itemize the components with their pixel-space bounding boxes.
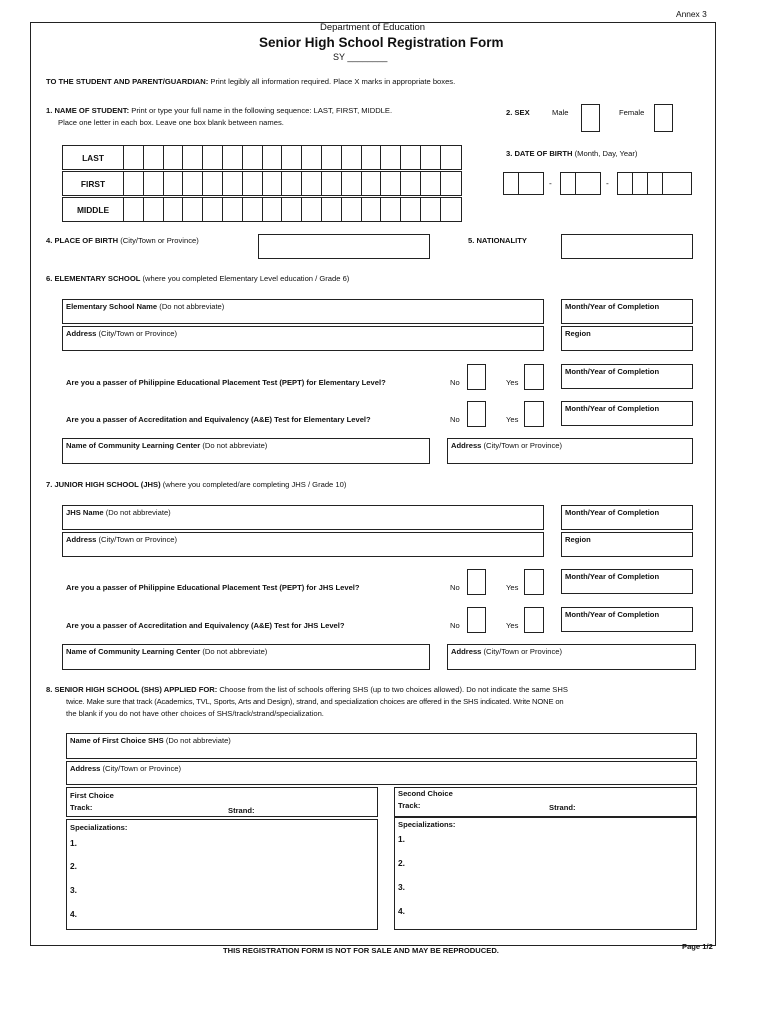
letter-box[interactable]	[322, 198, 342, 221]
letter-box[interactable]	[124, 172, 144, 195]
birth-day-boxes[interactable]	[560, 172, 601, 195]
letter-box[interactable]	[263, 198, 283, 221]
s8-header	[46, 685, 568, 694]
shs-address-label: Address	[70, 764, 101, 773]
form-title: Senior High School Registration Form	[259, 35, 504, 50]
elementary-ae-no-label: No	[450, 415, 460, 424]
letter-box[interactable]	[421, 172, 441, 195]
date-separator-1: -	[549, 178, 552, 188]
jhs-completion-input[interactable]	[561, 505, 693, 530]
s1-text1: Print or type your full name in the following sequence: LAST, FIRST, MIDDLE.	[131, 106, 393, 115]
letter-box[interactable]	[401, 172, 421, 195]
s6-header	[46, 274, 349, 283]
jhs-address-hint: (City/Town or Province)	[98, 535, 178, 544]
letter-box[interactable]	[282, 146, 302, 169]
letter-box[interactable]	[441, 146, 461, 169]
letter-box[interactable]	[342, 172, 362, 195]
elementary-clc-name-input[interactable]	[62, 438, 430, 464]
elementary-school-name-hint: (Do not abbreviate)	[159, 302, 225, 311]
second-spec-item-4: 4.	[398, 906, 405, 916]
jhs-region-label: Region	[565, 535, 591, 544]
jhs-name-hint: (Do not abbreviate)	[105, 508, 171, 517]
annex-label: Annex 3	[676, 9, 707, 19]
letter-box[interactable]	[223, 198, 243, 221]
letter-box[interactable]	[144, 146, 164, 169]
instructions-lead: TO THE STUDENT AND PARENT/GUARDIAN:	[46, 77, 209, 86]
letter-box[interactable]	[322, 172, 342, 195]
letter-box[interactable]	[441, 198, 461, 221]
letter-box[interactable]	[223, 146, 243, 169]
letter-box[interactable]	[421, 146, 441, 169]
letter-box[interactable]	[381, 198, 401, 221]
jhs-pept-question: Are you a passer of Philippine Educational Placement Test (PEPT) for JHS Level?	[66, 583, 360, 592]
digit-box[interactable]	[633, 173, 648, 194]
female-checkbox[interactable]	[654, 104, 673, 132]
s8-heading: 8. SENIOR HIGH SCHOOL (SHS) APPLIED FOR:	[46, 685, 218, 694]
jhs-pept-completion-input[interactable]	[561, 569, 693, 594]
male-checkbox[interactable]	[581, 104, 600, 132]
elementary-pept-yes-checkbox[interactable]	[524, 364, 544, 390]
letter-box[interactable]	[401, 198, 421, 221]
male-label: Male	[552, 108, 569, 117]
letter-box[interactable]	[263, 146, 283, 169]
elementary-address-label: Address	[66, 329, 97, 338]
second-choice-track-label: Track:	[398, 801, 421, 810]
first-spec-item-3: 3.	[70, 885, 77, 895]
nationality-input[interactable]	[561, 234, 693, 259]
jhs-pept-no-checkbox[interactable]	[467, 569, 486, 595]
jhs-clc-name-hint: (Do not abbreviate)	[202, 647, 268, 656]
elementary-completion-input[interactable]	[561, 299, 693, 324]
jhs-clc-address-label: Address	[451, 647, 482, 656]
elementary-ae-completion-label: Month/Year of Completion	[565, 404, 660, 413]
letter-box[interactable]	[243, 198, 263, 221]
second-spec-item-2: 2.	[398, 858, 405, 868]
elementary-pept-completion-input[interactable]	[561, 364, 693, 389]
jhs-ae-completion-input[interactable]	[561, 607, 693, 632]
elementary-pept-yes-label: Yes	[506, 378, 519, 387]
jhs-ae-completion-label: Month/Year of Completion	[565, 610, 660, 619]
elementary-address-hint: (City/Town or Province)	[98, 329, 178, 338]
second-choice-strand-label: Strand:	[549, 803, 576, 812]
birth-year-boxes[interactable]	[617, 172, 692, 195]
letter-box[interactable]	[124, 146, 144, 169]
birth-month-boxes[interactable]	[503, 172, 544, 195]
digit-box[interactable]	[618, 173, 633, 194]
jhs-ae-yes-label: Yes	[506, 621, 519, 630]
letter-box[interactable]	[183, 146, 203, 169]
letter-box[interactable]	[322, 146, 342, 169]
last-name-label: LAST	[63, 146, 124, 169]
department-name: Department of Education	[320, 22, 426, 33]
s1-text2: Place one letter in each box. Leave one box blank between names.	[58, 118, 284, 127]
jhs-pept-completion-label: Month/Year of Completion	[565, 572, 660, 581]
date-separator-2: -	[606, 178, 609, 188]
first-choice-shs-name-input[interactable]	[66, 733, 697, 759]
letter-box[interactable]	[282, 172, 302, 195]
last-name-cells[interactable]	[124, 146, 461, 169]
second-choice-label: Second Choice	[398, 789, 453, 798]
letter-box[interactable]	[223, 172, 243, 195]
jhs-region-input[interactable]	[561, 532, 693, 557]
jhs-ae-question: Are you a passer of Accreditation and Equivalency (A&E) Test for JHS Level?	[66, 621, 345, 630]
jhs-address-input[interactable]	[62, 532, 544, 557]
elementary-address-input[interactable]	[62, 326, 544, 351]
elementary-school-name-label: Elementary School Name	[66, 302, 158, 311]
second-choice-specializations-label: Specializations:	[398, 820, 456, 829]
letter-box[interactable]	[421, 198, 441, 221]
place-of-birth-input[interactable]	[258, 234, 430, 259]
s3-heading: 3. DATE OF BIRTH	[506, 149, 573, 158]
elementary-pept-completion-label: Month/Year of Completion	[565, 367, 660, 376]
elementary-completion-label: Month/Year of Completion	[565, 302, 660, 311]
footer-note: THIS REGISTRATION FORM IS NOT FOR SALE AND MAY BE REPRODUCED.	[223, 946, 499, 955]
jhs-pept-no-label: No	[450, 583, 460, 592]
s3-hint: (Month, Day, Year)	[574, 149, 638, 158]
elementary-ae-yes-label: Yes	[506, 415, 519, 424]
s1-heading: 1. NAME OF STUDENT:	[46, 106, 130, 115]
s4-hint: (City/Town or Province)	[120, 236, 199, 245]
first-choice-shs-name-hint: (Do not abbreviate)	[165, 736, 231, 745]
jhs-name-input[interactable]	[62, 505, 544, 530]
jhs-ae-yes-checkbox[interactable]	[524, 607, 544, 633]
first-choice-strand-label: Strand:	[228, 806, 255, 815]
jhs-clc-name-label: Name of Community Learning Center	[66, 647, 201, 656]
first-spec-item-4: 4.	[70, 909, 77, 919]
s4-header	[46, 236, 199, 245]
jhs-name-label: JHS Name	[66, 508, 104, 517]
letter-box[interactable]	[164, 146, 184, 169]
letter-box[interactable]	[203, 146, 223, 169]
letter-box[interactable]	[183, 198, 203, 221]
s8-line2: twice. Make sure that track (Academics, TVL, Sports, Arts and Design), strand, and specialization choices are offered in the SHS indicated. Write NONE on	[66, 697, 564, 706]
letter-box[interactable]	[164, 172, 184, 195]
letter-box[interactable]	[144, 172, 164, 195]
first-name-label: FIRST	[63, 172, 124, 195]
letter-box[interactable]	[302, 146, 322, 169]
letter-box[interactable]	[282, 198, 302, 221]
female-label: Female	[619, 108, 645, 117]
middle-name-cells[interactable]	[124, 198, 461, 221]
jhs-pept-yes-checkbox[interactable]	[524, 569, 544, 595]
digit-box[interactable]	[663, 173, 678, 194]
elementary-ae-no-checkbox[interactable]	[467, 401, 486, 427]
letter-box[interactable]	[263, 172, 283, 195]
elementary-clc-address-hint: (City/Town or Province)	[483, 441, 563, 450]
letter-box[interactable]	[302, 198, 322, 221]
first-choice-track-label: Track:	[70, 803, 93, 812]
s8-line1: Choose from the list of schools offering SHS (up to two choices allowed). Do not indicate the same SHS	[219, 685, 568, 694]
elementary-clc-name-hint: (Do not abbreviate)	[202, 441, 268, 450]
digit-box[interactable]	[576, 173, 591, 194]
digit-box[interactable]	[504, 173, 519, 194]
letter-box[interactable]	[144, 198, 164, 221]
s7-heading: 7. JUNIOR HIGH SCHOOL (JHS)	[46, 480, 161, 489]
second-spec-item-1: 1.	[398, 834, 405, 844]
letter-box[interactable]	[183, 172, 203, 195]
first-spec-item-1: 1.	[70, 838, 77, 848]
letter-box[interactable]	[381, 146, 401, 169]
letter-box[interactable]	[243, 146, 263, 169]
first-choice-specializations-label: Specializations:	[70, 823, 128, 832]
elementary-pept-no-checkbox[interactable]	[467, 364, 486, 390]
elementary-school-name-input[interactable]	[62, 299, 544, 324]
elementary-ae-completion-input[interactable]	[561, 401, 693, 426]
elementary-region-input[interactable]	[561, 326, 693, 351]
jhs-clc-address-hint: (City/Town or Province)	[483, 647, 563, 656]
first-name-row[interactable]	[62, 171, 462, 196]
s3-header	[506, 149, 637, 158]
shs-address-input[interactable]	[66, 761, 697, 785]
letter-box[interactable]	[342, 146, 362, 169]
middle-name-row[interactable]	[62, 197, 462, 222]
jhs-clc-address-input[interactable]	[447, 644, 696, 670]
school-year-field[interactable]: SY ________	[333, 52, 388, 62]
first-name-cells[interactable]	[124, 172, 461, 195]
shs-address-hint: (City/Town or Province)	[102, 764, 182, 773]
jhs-ae-no-label: No	[450, 621, 460, 630]
elementary-ae-question: Are you a passer of Accreditation and Equivalency (A&E) Test for Elementary Level?	[66, 415, 371, 424]
first-choice-specializations-box[interactable]	[66, 819, 378, 930]
page-number: Page 1/2	[682, 942, 713, 951]
letter-box[interactable]	[243, 172, 263, 195]
s8-line3: the blank if you do not have other choices of SHS/track/strand/specialization.	[66, 709, 324, 718]
jhs-ae-no-checkbox[interactable]	[467, 607, 486, 633]
middle-name-label: MIDDLE	[63, 198, 124, 221]
digit-box[interactable]	[519, 173, 534, 194]
second-choice-specializations-box[interactable]	[394, 817, 697, 930]
s4-heading: 4. PLACE OF BIRTH	[46, 236, 119, 245]
elementary-ae-yes-checkbox[interactable]	[524, 401, 544, 427]
jhs-address-label: Address	[66, 535, 97, 544]
first-spec-item-2: 2.	[70, 861, 77, 871]
letter-box[interactable]	[203, 172, 223, 195]
jhs-clc-name-input[interactable]	[62, 644, 430, 670]
first-choice-label: First Choice	[70, 791, 114, 800]
s7-header	[46, 480, 346, 489]
elementary-pept-question: Are you a passer of Philippine Educational Placement Test (PEPT) for Elementary Level?	[66, 378, 386, 387]
jhs-completion-label: Month/Year of Completion	[565, 508, 660, 517]
digit-box[interactable]	[648, 173, 663, 194]
letter-box[interactable]	[164, 198, 184, 221]
elementary-clc-name-label: Name of Community Learning Center	[66, 441, 201, 450]
s1-header	[46, 106, 392, 115]
letter-box[interactable]	[362, 146, 382, 169]
elementary-clc-address-input[interactable]	[447, 438, 693, 464]
elementary-clc-address-label: Address	[451, 441, 482, 450]
letter-box[interactable]	[401, 146, 421, 169]
first-choice-shs-name-label: Name of First Choice SHS	[70, 736, 164, 745]
letter-box[interactable]	[203, 198, 223, 221]
s7-hint: (where you completed/are completing JHS / Grade 10)	[162, 480, 347, 489]
letter-box[interactable]	[441, 172, 461, 195]
instructions	[46, 77, 455, 86]
second-spec-item-3: 3.	[398, 882, 405, 892]
s6-hint: (where you completed Elementary Level education / Grade 6)	[142, 274, 350, 283]
last-name-row[interactable]	[62, 145, 462, 170]
jhs-pept-yes-label: Yes	[506, 583, 519, 592]
letter-box[interactable]	[362, 198, 382, 221]
instructions-text: Print legibly all information required. Place X marks in appropriate boxes.	[210, 77, 456, 86]
letter-box[interactable]	[381, 172, 401, 195]
letter-box[interactable]	[124, 198, 144, 221]
elementary-region-label: Region	[565, 329, 591, 338]
letter-box[interactable]	[362, 172, 382, 195]
digit-box[interactable]	[561, 173, 576, 194]
letter-box[interactable]	[342, 198, 362, 221]
s6-heading: 6. ELEMENTARY SCHOOL	[46, 274, 141, 283]
letter-box[interactable]	[302, 172, 322, 195]
s2-heading: 2. SEX	[506, 108, 530, 117]
elementary-pept-no-label: No	[450, 378, 460, 387]
s5-heading: 5. NATIONALITY	[468, 236, 527, 245]
